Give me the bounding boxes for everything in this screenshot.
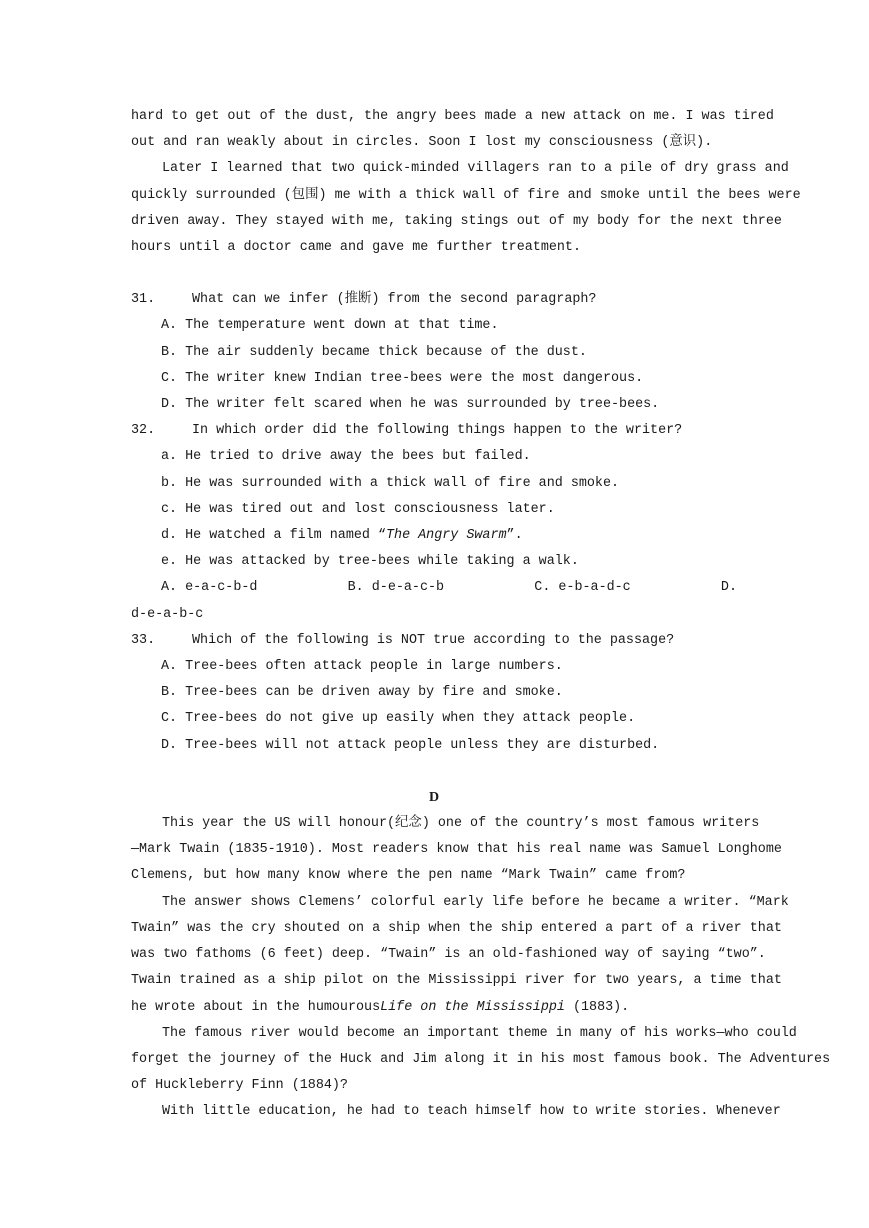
passage-paragraph bbox=[131, 104, 774, 156]
text-line: hard to get out of the dust, the angry bees made a new attack on me. I was tired bbox=[131, 109, 774, 124]
text-line: Later I learned that two quick-minded villagers ran to a pile of dry grass and bbox=[162, 161, 789, 177]
answer-option: B. d-e-a-c-b bbox=[347, 580, 445, 596]
event-item: e. He was attacked by tree-bees while taking a walk. bbox=[161, 554, 579, 570]
answer-option: A. e-a-c-b-d bbox=[161, 580, 258, 596]
text-line: out and ran weakly about in circles. Soon I lost my consciousness (意识). bbox=[131, 135, 713, 151]
text-line: The answer shows Clemens’ colorful early life before he became a writer. “Mark bbox=[162, 894, 789, 910]
spacer bbox=[131, 759, 737, 785]
passage-paragraph bbox=[131, 890, 789, 1021]
passage-paragraph bbox=[131, 1099, 781, 1125]
text-line: he wrote about in the humourousLife on the Mississippi (1883). bbox=[131, 999, 630, 1015]
question-number: 32. bbox=[131, 423, 156, 439]
film-title: The Angry Swarm bbox=[386, 528, 507, 544]
text-line: was two fathoms (6 feet) deep. “Twain” is an old-fashioned way of saying “two”. bbox=[131, 947, 766, 963]
passage-paragraph bbox=[131, 1021, 831, 1100]
text-line: Twain” was the cry shouted on a ship when the ship entered a part of a river that bbox=[131, 920, 782, 936]
text-line: of Huckleberry Finn (1884)? bbox=[131, 1078, 348, 1094]
event-item: c. He was tired out and lost consciousness later. bbox=[161, 501, 555, 517]
answer-option: A. Tree-bees often attack people in large numbers. bbox=[161, 659, 563, 675]
book-title: Life on the Mississippi bbox=[380, 999, 565, 1015]
question-text: Which of the following is NOT true according to the passage? bbox=[192, 632, 675, 648]
question-number: 31. bbox=[131, 292, 156, 308]
question-text: What can we infer (推断) from the second paragraph? bbox=[192, 292, 597, 308]
answer-option: D. The writer felt scared when he was surrounded by tree-bees. bbox=[161, 397, 660, 413]
question-33 bbox=[131, 628, 737, 759]
text-line: Twain trained as a ship pilot on the Mississippi river for two years, a time that bbox=[131, 973, 782, 989]
question-number: 33. bbox=[131, 632, 156, 648]
question-32 bbox=[131, 418, 737, 628]
answer-choices bbox=[131, 575, 737, 601]
text-line: This year the US will honour(纪念) one of the country’s most famous writers bbox=[162, 816, 760, 832]
text-line: With little education, he had to teach himself how to write stories. Whenever bbox=[162, 1104, 781, 1120]
answer-option: D. bbox=[720, 580, 737, 596]
answer-option: A. The temperature went down at that time. bbox=[161, 318, 499, 334]
text-line: Clemens, but how many know where the pen name “Mark Twain” came from? bbox=[131, 868, 686, 884]
answer-option: C. Tree-bees do not give up easily when they attack people. bbox=[161, 711, 636, 727]
text-line: quickly surrounded (包围) me with a thick wall of fire and smoke until the bees were bbox=[131, 187, 801, 203]
answer-option: C. The writer knew Indian tree-bees were the most dangerous. bbox=[161, 370, 644, 386]
text-line: forget the journey of the Huck and Jim along it in his most famous book. The Adventures bbox=[131, 1051, 831, 1067]
question-text: In which order did the following things happen to the writer? bbox=[192, 423, 683, 439]
text-line: The famous river would become an important theme in many of his works—who could bbox=[162, 1025, 797, 1041]
text-line: —Mark Twain (1835-1910). Most readers know that his real name was Samuel Longhome bbox=[131, 842, 782, 858]
spacer bbox=[131, 261, 737, 287]
answer-option: B. The air suddenly became thick because of the dust. bbox=[161, 344, 587, 360]
event-item: a. He tried to drive away the bees but failed. bbox=[161, 449, 531, 465]
answer-option: D. Tree-bees will not attack people unless they are disturbed. bbox=[161, 737, 660, 753]
answer-option: B. Tree-bees can be driven away by fire and smoke. bbox=[161, 685, 563, 701]
section-heading: D bbox=[428, 789, 440, 805]
text-line: driven away. They stayed with me, taking stings out of my body for the next three bbox=[131, 213, 782, 229]
passage-paragraph bbox=[131, 811, 782, 890]
passage-paragraph bbox=[131, 156, 801, 261]
answer-option-wrap: d-e-a-b-c bbox=[131, 606, 204, 622]
document-page bbox=[131, 104, 831, 1126]
event-item: b. He was surrounded with a thick wall of fire and smoke. bbox=[161, 475, 620, 491]
answer-option: C. e-b-a-d-c bbox=[534, 580, 631, 596]
question-31 bbox=[131, 287, 737, 418]
event-item: d. He watched a film named “The Angry Swarm”. bbox=[161, 528, 523, 544]
text-line: hours until a doctor came and gave me further treatment. bbox=[131, 240, 581, 256]
